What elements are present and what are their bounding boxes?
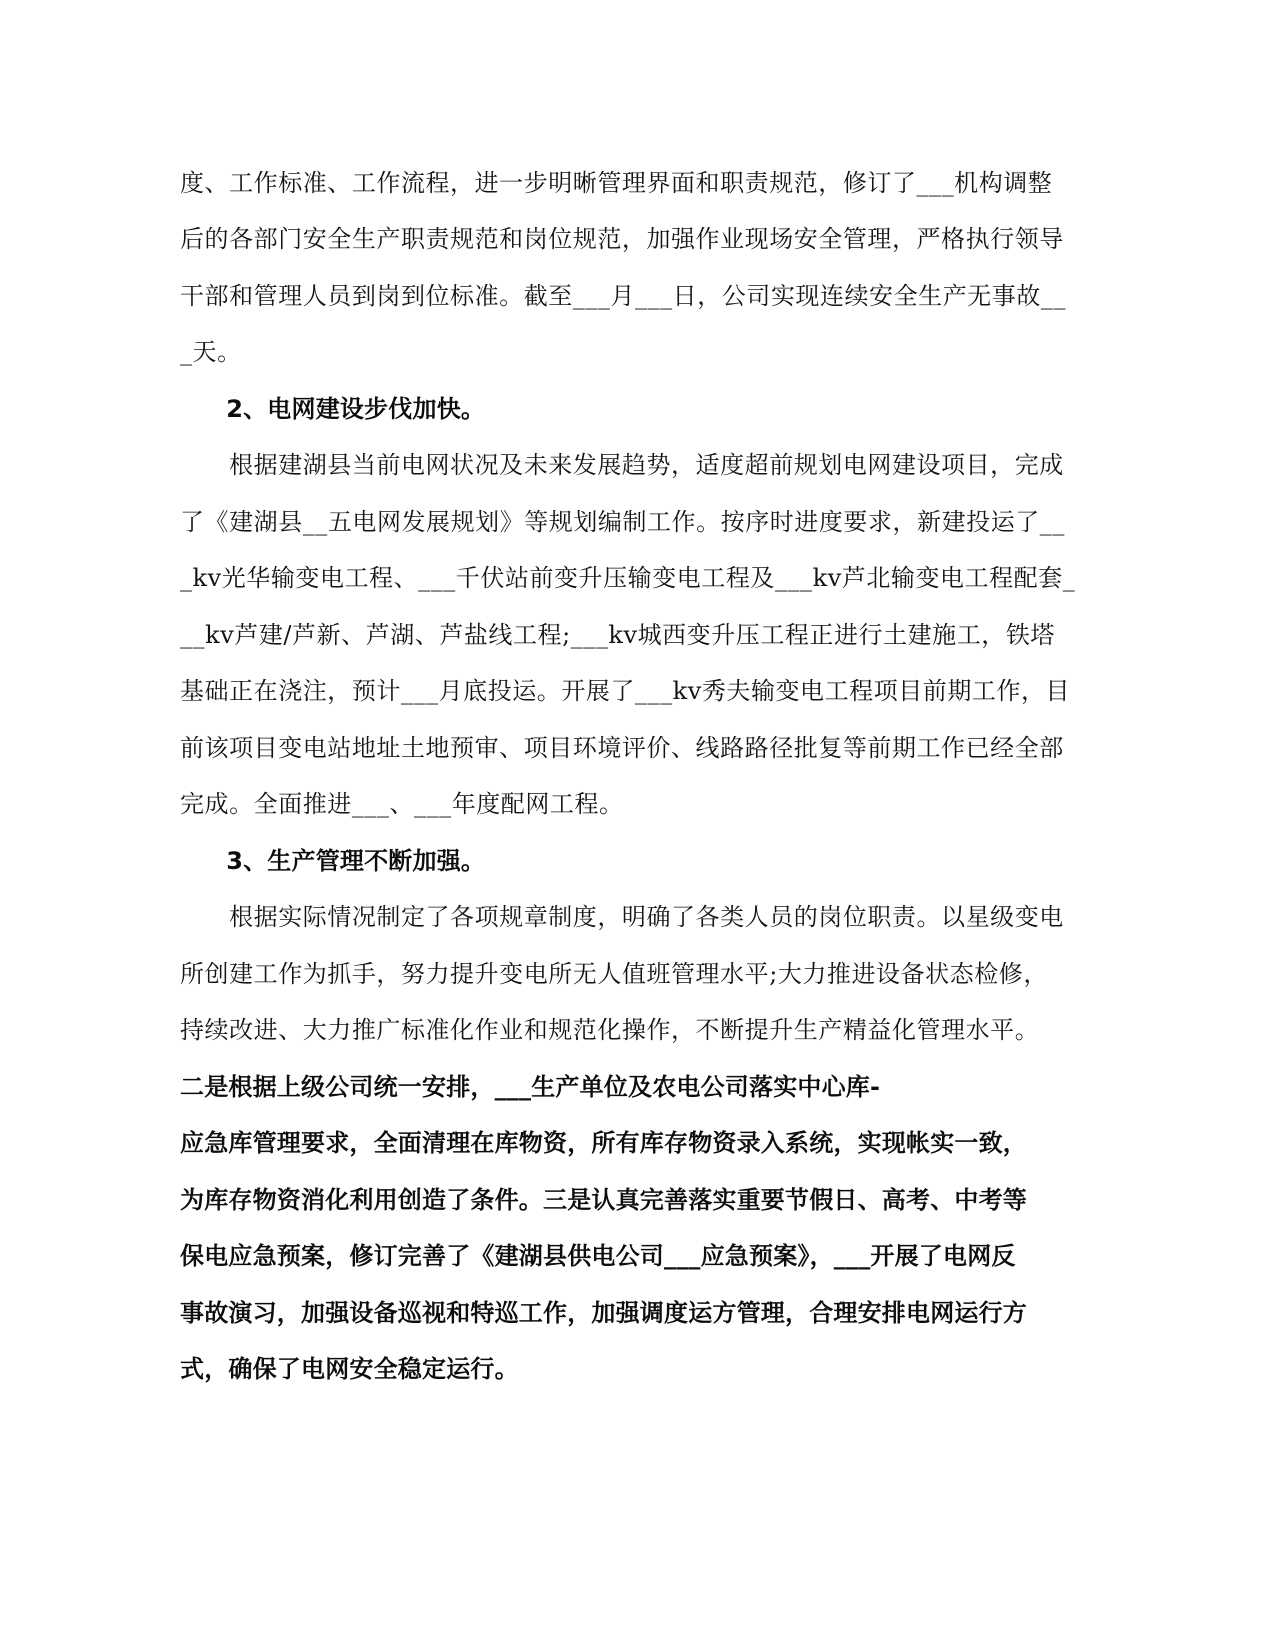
text-line: 完成。全面推进___、___年度配网工程。 bbox=[180, 790, 624, 818]
text-line: 根据实际情况制定了各项规章制度，明确了各类人员的岗位职责。以星级变电 bbox=[180, 903, 1064, 931]
text-line: __kv芦建/芦新、芦湖、芦盐线工程;___kv城西变升压工程正进行土建施工，铁塔 bbox=[180, 621, 1055, 649]
bold-text-line: 式，确保了电网安全稳定运行。 bbox=[180, 1355, 519, 1383]
text-line: 后的各部门安全生产职责规范和岗位规范，加强作业现场安全管理，严格执行领导 bbox=[180, 225, 1064, 253]
bold-text-line: 二是根据上级公司统一安排，___生产单位及农电公司落实中心库- bbox=[180, 1073, 881, 1101]
section-heading: 3、生产管理不断加强。 bbox=[202, 847, 486, 875]
text-line: _kv光华输变电工程、___千伏站前变升压输变电工程及___kv芦北输变电工程配套_ bbox=[180, 564, 1076, 592]
bold-text-line: 应急库管理要求，全面清理在库物资，所有库存物资录入系统，实现帐实一致， bbox=[180, 1129, 1027, 1157]
text-line: 基础正在浇注，预计___月底投运。开展了___kv秀夫输变电工程项目前期工作，目 bbox=[180, 677, 1071, 705]
text-line: 所创建工作为抓手，努力提升变电所无人值班管理水平;大力推进设备状态检修， bbox=[180, 960, 1048, 988]
text-line: _天。 bbox=[180, 338, 242, 366]
text-line: 前该项目变电站地址土地预审、项目环境评价、线路路径批复等前期工作已经全部 bbox=[180, 734, 1064, 762]
bold-text-line: 事故演习，加强设备巡视和特巡工作，加强调度运方管理，合理安排电网运行方 bbox=[180, 1299, 1027, 1327]
bold-text-line: 为库存物资消化利用创造了条件。三是认真完善落实重要节假日、高考、中考等 bbox=[180, 1186, 1027, 1214]
section-heading: 2、电网建设步伐加快。 bbox=[202, 395, 486, 423]
text-line: 了《建湖县__五电网发展规划》等规划编制工作。按序时进度要求，新建投运了__ bbox=[180, 508, 1065, 536]
text-line: 干部和管理人员到岗到位标准。截至___月___日，公司实现连续安全生产无事故__ bbox=[180, 282, 1066, 310]
text-line: 持续改进、大力推广标准化作业和规范化操作，不断提升生产精益化管理水平。 bbox=[180, 1016, 1040, 1044]
text-line: 根据建湖县当前电网状况及未来发展趋势，适度超前规划电网建设项目，完成 bbox=[180, 451, 1064, 479]
bold-text-line: 保电应急预案，修订完善了《建湖县供电公司___应急预案》，___开展了电网反 bbox=[180, 1242, 1016, 1270]
text-line: 度、工作标准、工作流程，进一步明晰管理界面和职责规范，修订了___机构调整 bbox=[180, 169, 1053, 197]
